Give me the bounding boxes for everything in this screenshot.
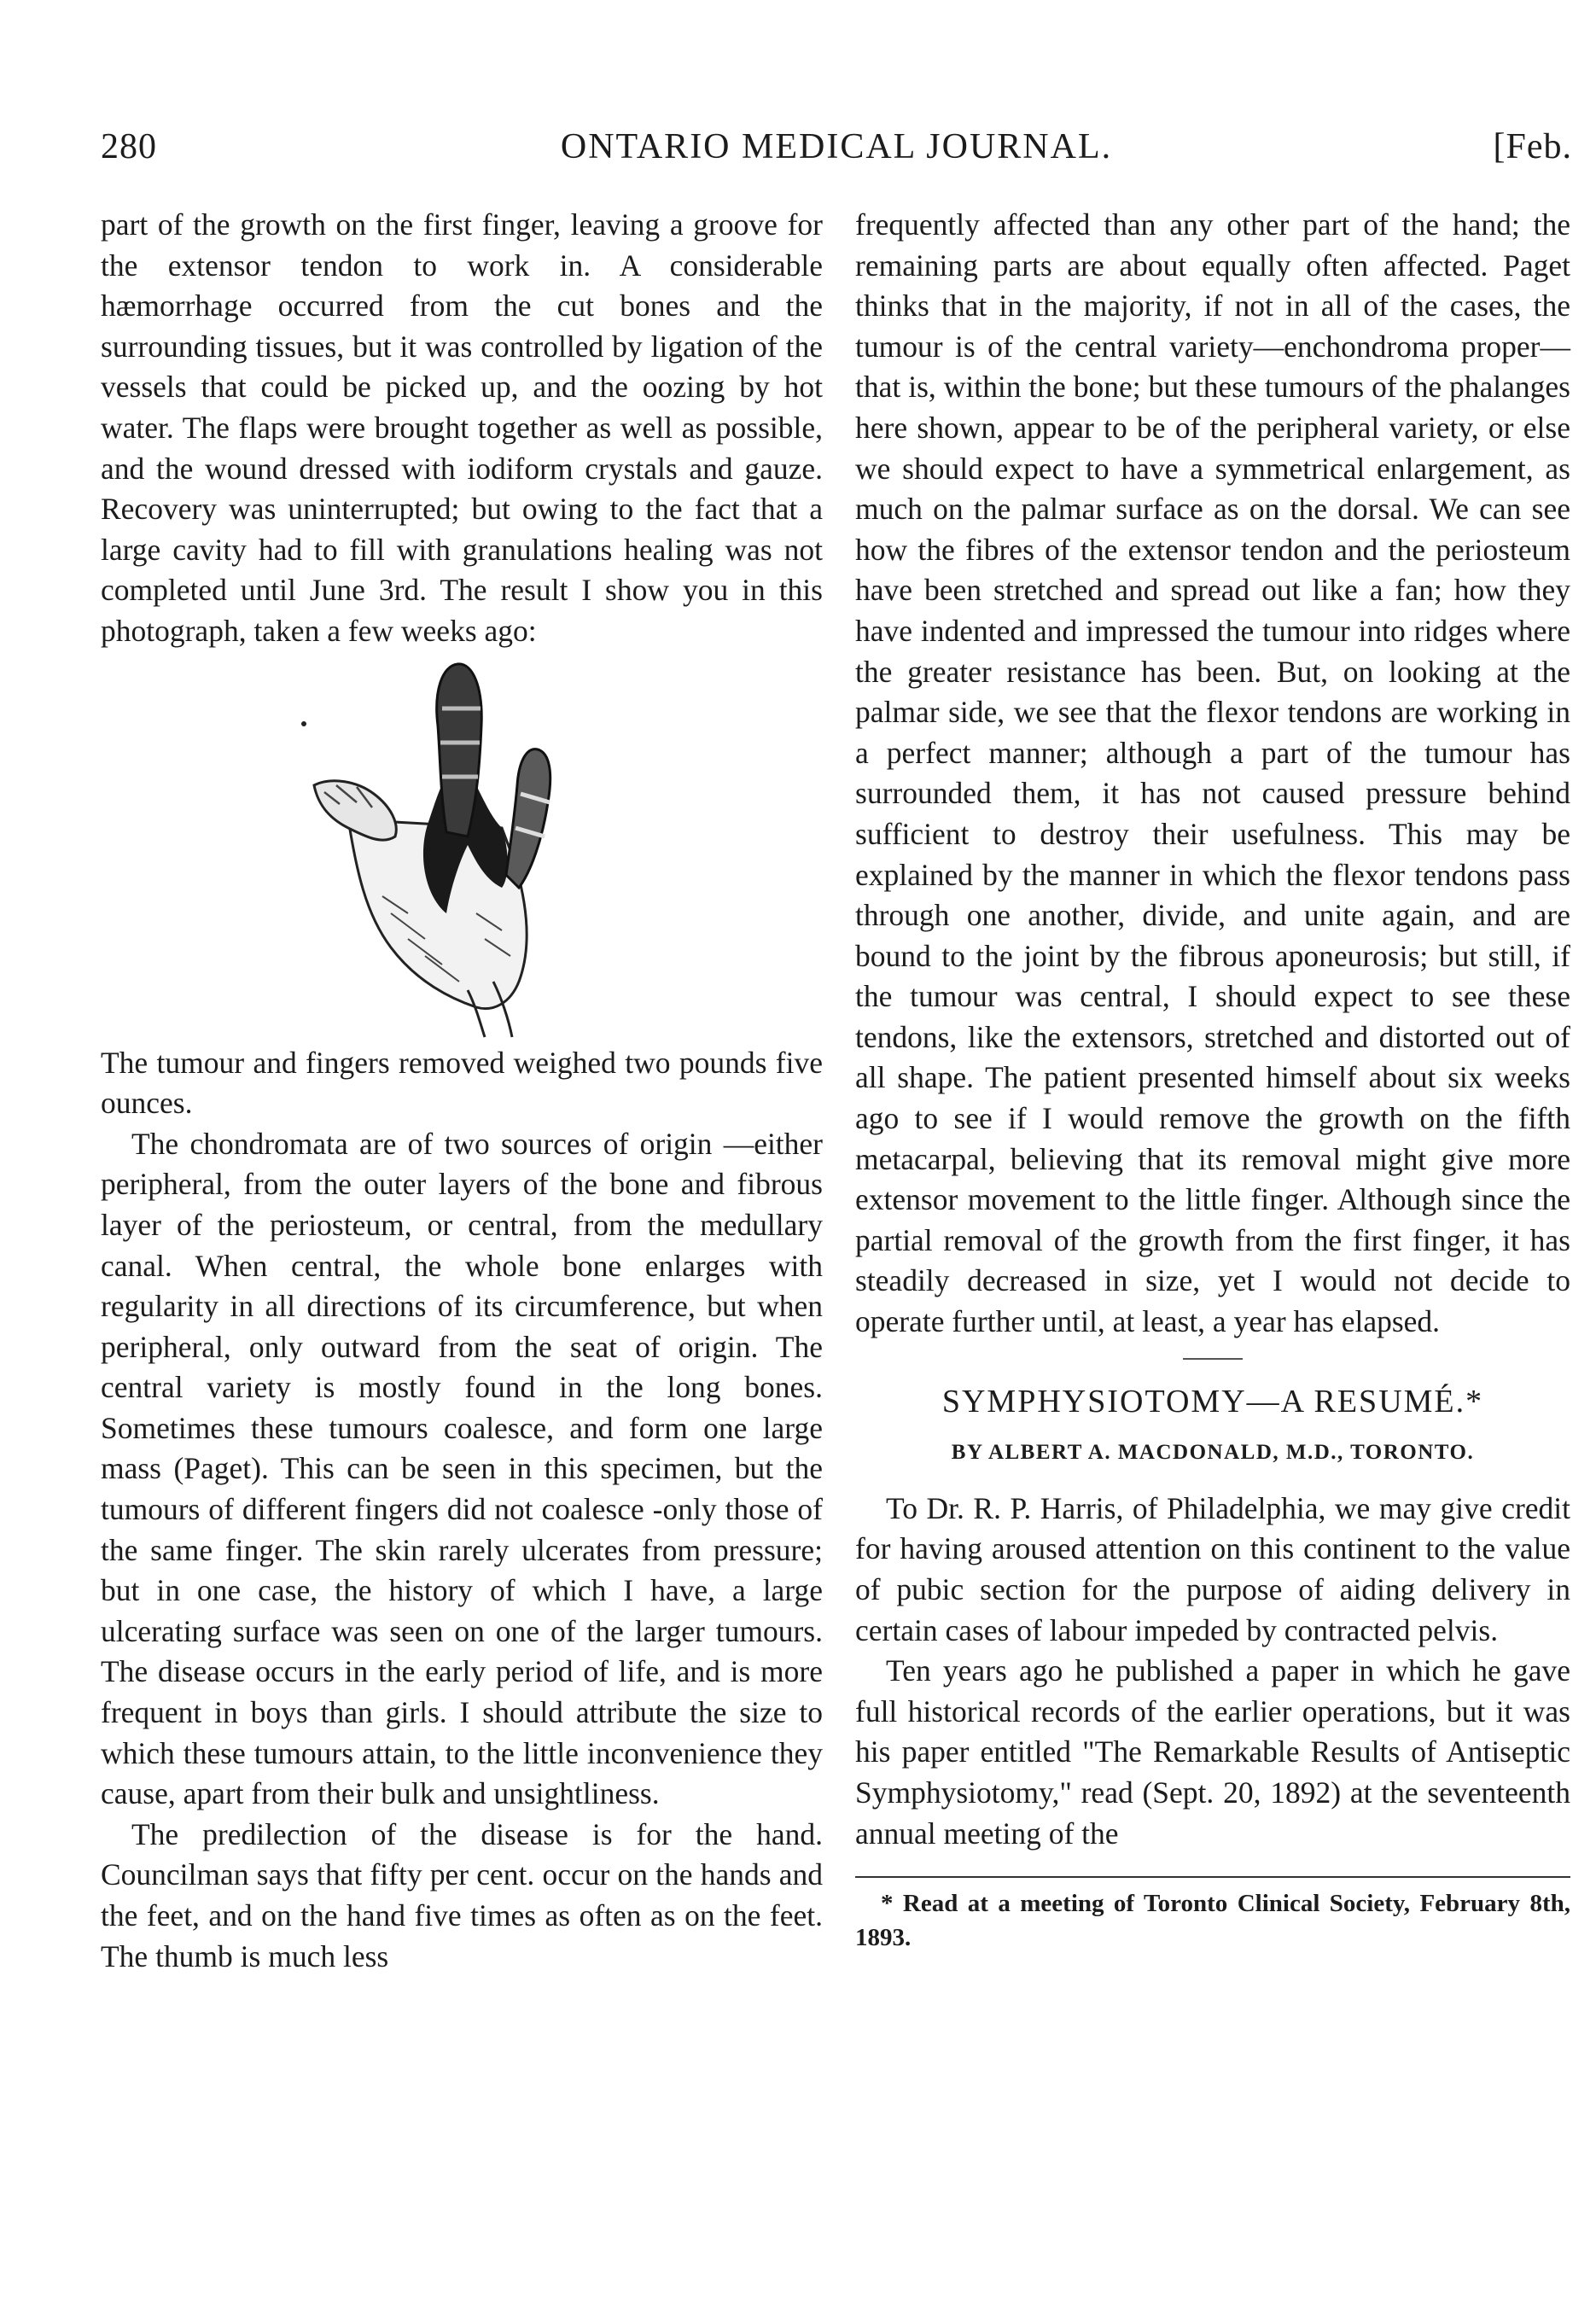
footnote-divider xyxy=(855,1876,1570,1878)
author-byline: BY ALBERT A. MACDONALD, M.D., TORONTO. xyxy=(951,1441,1475,1465)
issue-month: [Feb. xyxy=(1493,127,1572,166)
footnote: * Read at a meeting of Toronto Clinical Society, February 8th, 1893. xyxy=(855,1890,1570,1952)
hand-illustration xyxy=(101,657,823,1040)
paragraph: part of the growth on the first finger, leaving a groove for the extensor tendon to work in. A considerable hæmorrhage occurred from the cut bones and the surrounding tissues, but it was controlled by ligation of the vessels that could be picked up, and the oozing by hot water. The flaps were brought together as well as possible, and the wound dressed with iodiform crystals and gauze. Recovery was uninterrupted; but owing to the fact that a large cavity had to fill with granulations healing was not completed until June 3rd. The result I show you in this photograph, taken a few weeks ago: xyxy=(101,207,823,648)
paragraph: The predilection of the disease is for the hand. Councilman says that fifty per cent. occur on the hands and the feet, and on the hand five times as often as on the feet. The thumb is much less xyxy=(101,1816,823,1973)
paragraph: frequently affected than any other part of the hand; the remaining parts are about equally often affected. Paget thinks that in the majority, if not in all of the cases, the tumour is of the central variety—enchondroma proper—that is, within the bone; but these tumours of the phalanges here shown, appear to be of the peripheral variety, or else we should expect to have a symmetrical enlargement, as much on the palmar surface as on the dorsal. We can see how the fibres of the extensor tendon and the periosteum have been stretched and spread out like a fan; how they have indented and impressed the tumour into ridges where the greater resistance has been. But, on looking at the palmar side, we see that the flexor tendons are working in a perfect manner; although a part of the tumour has surrounded them, it has not caused pressure behind sufficient to destroy their usefulness. This may be explained by the manner in which the flexor tendons pass through one another, divide, and unite again, and are bound to the joint by the fibrous aponeurosis; but still, if the tumour was central, I should expect to see these tendons, like the extensors, stretched and distorted out of all shape. The patient presented himself about six weeks ago to see if I would remove the growth on the fifth metacarpal, believing that its removal might give more extensor movement to the little finger. Although since the partial removal of the growth from the first finger, it has steadily decreased in size, yet I would not decide to operate further until, at least, a year has elapsed. xyxy=(855,207,1570,1339)
paragraph: Ten years ago he published a paper in which he gave full historical records of the earlier operations, but it was his paper entitled "The Remarkable Results of Antiseptic Symphysiotomy," read (Sept. 20, 1892) at the seventeenth annual meeting of the xyxy=(855,1653,1570,1851)
paragraph: The tumour and fingers removed weighed two pounds five ounces. xyxy=(101,1045,823,1121)
left-column xyxy=(101,205,823,1977)
right-column xyxy=(855,205,1570,1955)
journal-title: ONTARIO MEDICAL JOURNAL. xyxy=(560,127,1113,166)
page-header xyxy=(101,126,1572,174)
paragraph: The chondromata are of two sources of origin —either peripheral, from the outer layers of the bone and fibrous layer of the periosteum, or central, from the medullary canal. When central, the whole bone enlarges with regularity in all directions of its circumference, but when peripheral, only outward from the seat of origin. The central variety is mostly found in the long bones. Sometimes these tumours coalesce, and form one large mass (Paget). This can be seen in this specimen, but the tumours of different fingers did not coalesce -only those of the same finger. The skin rarely ulcerates from pressure; but in one case, the history of which I have, a large ulcerating surface was seen on one of the larger tumours. The disease occurs in the early period of life, and is more frequent in boys than girls. I should attribute the size to which these tumours attain, to the little inconvenience they cause, apart from their bulk and unsightliness. xyxy=(101,1126,823,1811)
paragraph: To Dr. R. P. Harris, of Philadelphia, we may give credit for having aroused attention on this continent to the value of pubic section for the purpose of aiding delivery in certain cases of labour impeded by contracted pelvis. xyxy=(855,1490,1570,1647)
section-divider xyxy=(1183,1358,1243,1360)
page-number: 280 xyxy=(101,127,157,166)
hand-drawing xyxy=(101,657,823,1040)
section-title: SYMPHYSIOTOMY—A RESUMÉ.* xyxy=(941,1383,1484,1419)
